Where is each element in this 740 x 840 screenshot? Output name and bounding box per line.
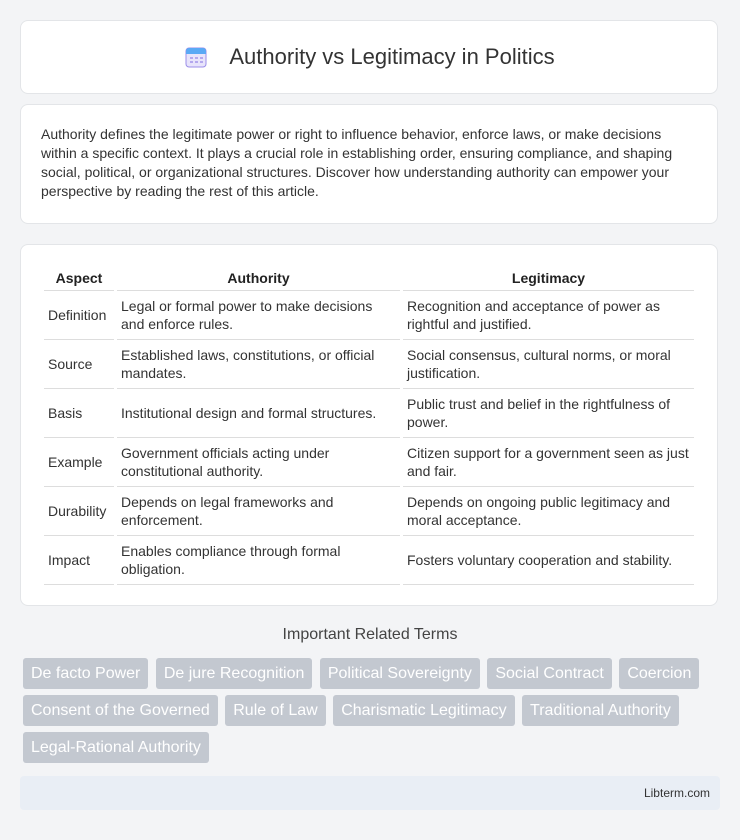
- table-cell-aspect: Basis: [44, 389, 114, 438]
- table-row: [44, 389, 694, 438]
- related-term-tag[interactable]: Social Contract: [487, 658, 612, 689]
- table-cell-legitimacy: Recognition and acceptance of power as rightful and justified.: [403, 291, 694, 340]
- table-cell-aspect: Durability: [44, 487, 114, 536]
- table-cell-authority: Depends on legal frameworks and enforcement.: [117, 487, 400, 536]
- related-term-tag[interactable]: Consent of the Governed: [23, 695, 218, 726]
- header-card: [20, 20, 718, 94]
- footer-site-link[interactable]: Libterm.com: [643, 786, 710, 800]
- table-cell-legitimacy: Depends on ongoing public legitimacy and moral acceptance.: [403, 487, 694, 536]
- related-term-tag[interactable]: De facto Power: [23, 658, 148, 689]
- table-cell-legitimacy: Social consensus, cultural norms, or moral justification.: [403, 340, 694, 389]
- table-cell-aspect: Impact: [44, 536, 114, 585]
- table-cell-authority: Established laws, constitutions, or official mandates.: [117, 340, 400, 389]
- related-term-tag[interactable]: Traditional Authority: [522, 695, 679, 726]
- table-row: [44, 291, 694, 340]
- related-terms-title: Important Related Terms: [282, 626, 458, 643]
- table-row: [44, 340, 694, 389]
- table-cell-legitimacy: Fosters voluntary cooperation and stability.: [403, 536, 694, 585]
- column-header-authority: Authority: [117, 265, 400, 291]
- table-cell-authority: Government officials acting under constitutional authority.: [117, 438, 400, 487]
- table-cell-authority: Enables compliance through formal obligation.: [117, 536, 400, 585]
- related-term-tag[interactable]: Legal-Rational Authority: [23, 732, 209, 763]
- related-term-tag[interactable]: Charismatic Legitimacy: [333, 695, 514, 726]
- table-cell-aspect: Definition: [44, 291, 114, 340]
- table-cell-legitimacy: Citizen support for a government seen as just and fair.: [403, 438, 694, 487]
- table-row: [44, 487, 694, 536]
- table-cell-authority: Legal or formal power to make decisions and enforce rules.: [117, 291, 400, 340]
- table-cell-aspect: Example: [44, 438, 114, 487]
- calendar-icon: [183, 44, 209, 70]
- table-row: [44, 536, 694, 585]
- related-term-tag[interactable]: Political Sovereignty: [320, 658, 480, 689]
- comparison-table: [41, 265, 697, 585]
- column-header-aspect: Aspect: [44, 265, 114, 291]
- intro-card: [20, 104, 718, 224]
- intro-text: Authority defines the legitimate power or right to influence behavior, enforce laws, or make decisions within a specific context. It plays a crucial role in establishing order, ensuring compliance, and shaping social, political, or organizational structures. Discover how understanding authority can empower your perspective by reading the rest of this article.: [41, 126, 673, 199]
- footer: [20, 776, 720, 810]
- column-header-legitimacy: Legitimacy: [403, 265, 694, 291]
- page-title: Authority vs Legitimacy in Politics: [229, 44, 555, 69]
- table-cell-aspect: Source: [44, 340, 114, 389]
- related-term-tag[interactable]: Coercion: [619, 658, 699, 689]
- related-term-tag[interactable]: De jure Recognition: [156, 658, 313, 689]
- table-header-row: [44, 265, 694, 291]
- table-row: [44, 438, 694, 487]
- related-terms-list: [23, 658, 723, 769]
- related-term-tag[interactable]: Rule of Law: [225, 695, 326, 726]
- comparison-table-card: [20, 244, 718, 606]
- table-cell-legitimacy: Public trust and belief in the rightfulness of power.: [403, 389, 694, 438]
- table-cell-authority: Institutional design and formal structures.: [117, 389, 400, 438]
